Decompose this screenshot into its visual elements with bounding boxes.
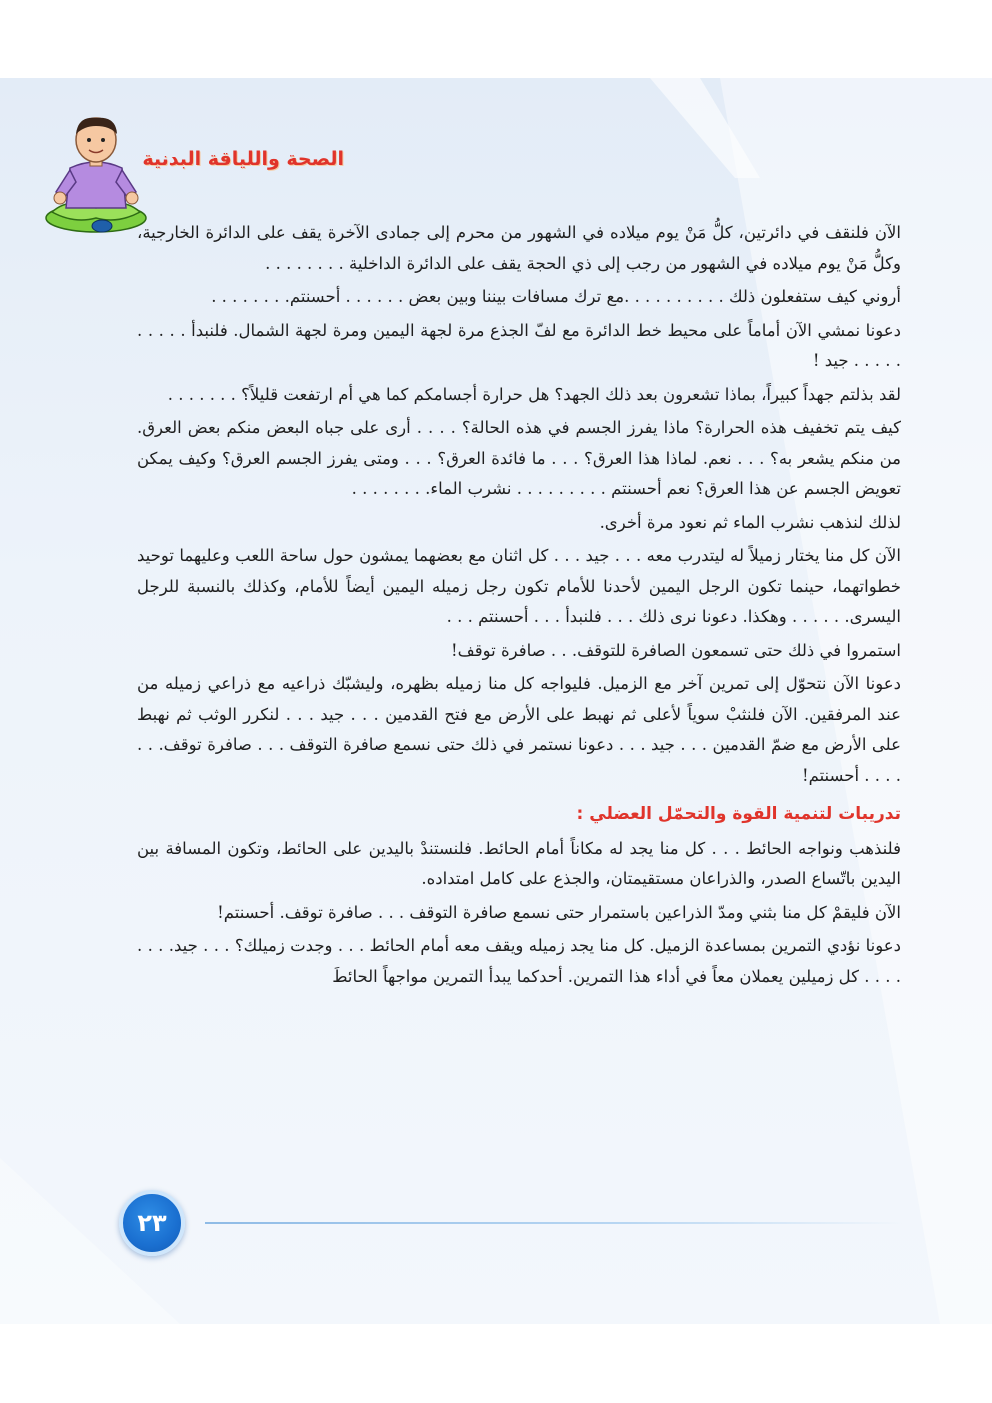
footer-divider	[205, 1222, 905, 1224]
chapter-title: الصحة واللياقة البدنية	[142, 148, 344, 170]
paragraph: استمروا في ذلك حتى تسمعون الصافرة للتوقف. . . صافرة توقف!	[450, 640, 901, 660]
paragraph: أروني كيف ستفعلون ذلك . . . . . . . . . .مع ترك مسافات بيننا وبين بعض . . . . . . أحسنتم. . . . . . . .	[211, 287, 901, 306]
paragraph: الآن كل منا يختار زميلاً له ليتدرب معه . . . جيد . . . كل اثنان مع بعضهما يمشون حول ساحة اللعب وعليهما توحيد خطواتهما، حينما تكون الرجل اليمين لأحدنا للأمام تكون رجل زميله اليمين أيضاً للأمام، وكذلك بالنسبة للرجل اليسرى. . . . . . وهكذا. دعونا نرى ذلك . . . فلنبدأ . . . أحسنتم . . .	[137, 546, 901, 626]
boy-mascot-illustration	[40, 112, 152, 240]
page-number: ٢٣	[137, 1209, 167, 1237]
paragraph: دعونا نمشي الآن أماماً على محيط خط الدائرة مع لفّ الجذع مرة لجهة اليمين ومرة لجهة الشمال. فلنبدأ . . . . . . . . . . جيد !	[137, 320, 901, 370]
paragraph: الآن فليقمْ كل منا بثني ومدّ الذراعين باستمرار حتى نسمع صافرة التوقف . . . صافرة توقف. أحسنتم!	[217, 902, 901, 922]
lesson-text	[137, 218, 901, 995]
paragraph: كيف يتم تخفيف هذه الحرارة؟ ماذا يفرز الجسم في هذه الحالة؟ . . . . أرى على جباه البعض منكم بعض العرق. من منكم يشعر به؟ . . . نعم. لماذا هذا العرق؟ . . . ما فائدة العرق؟ . . . ومتى يفرز الجسم العرق؟ وكيف يمكن تعويض الجسم عن هذا العرق؟ نعم أحسنتم . . . . . . . . . نشرب الماء. . . . . . . .	[137, 418, 901, 498]
section-heading: تدريبات لتنمية القوة والتحمّل العضلي :	[576, 804, 901, 824]
paragraph: الآن فلنقف في دائرتين، كلُّ مَنْ يوم ميلاده في الشهور من محرم إلى جمادى الآخرة يقف على الدائرة الخارجية، وكلُّ مَنْ يوم ميلاده في الشهور من رجب إلى ذي الحجة يقف على الدائرة الداخلية . . . . . . . .	[137, 223, 901, 273]
paragraph: لقد بذلتم جهداً كبيراً، بماذا تشعرون بعد ذلك الجهد؟ هل حرارة أجسامكم كما هي أم ارتفعت قليلاً؟ . . . . . . .	[167, 384, 901, 404]
paragraph: لذلك لنذهب نشرب الماء ثم نعود مرة أخرى.	[599, 512, 901, 532]
paragraph: دعونا الآن نتحوّل إلى تمرين آخر مع الزميل. فليواجه كل منا زميله بظهره، وليشبّك ذراعيه مع ذراعي زميله من عند المرفقين. الآن فلنثبْ سوياً لأعلى ثم نهبط على الأرض مع فتح القدمين . . . جيد . . . لنكرر الوثب ثم نهبط على الأرض مع ضمّ القدمين . . . جيد . . . دعونا نستمر في ذلك حتى نسمع صافرة التوقف . . . صافرة توقف. . . . . . . أحسنتم!	[137, 674, 901, 785]
paragraph: فلنذهب ونواجه الحائط . . . كل منا يجد له مكاناً أمام الحائط. فلنستندْ باليدين على الحائط، وتكون المسافة بين اليدين باتّساع الصدر، والذراعان مستقيمتان، والجذع على كامل امتداده.	[137, 838, 901, 888]
page-number-badge	[119, 1190, 185, 1256]
paragraph: دعونا نؤدي التمرين بمساعدة الزميل. كل منا يجد زميله ويقف معه أمام الحائط . . . وجدت زميلك؟ . . . جيد. . . . . . . . كل زميلين يعملان معاً في أداء هذا التمرين. أحدكما يبدأ التمرين مواجهاً الحائطَ	[137, 936, 901, 986]
